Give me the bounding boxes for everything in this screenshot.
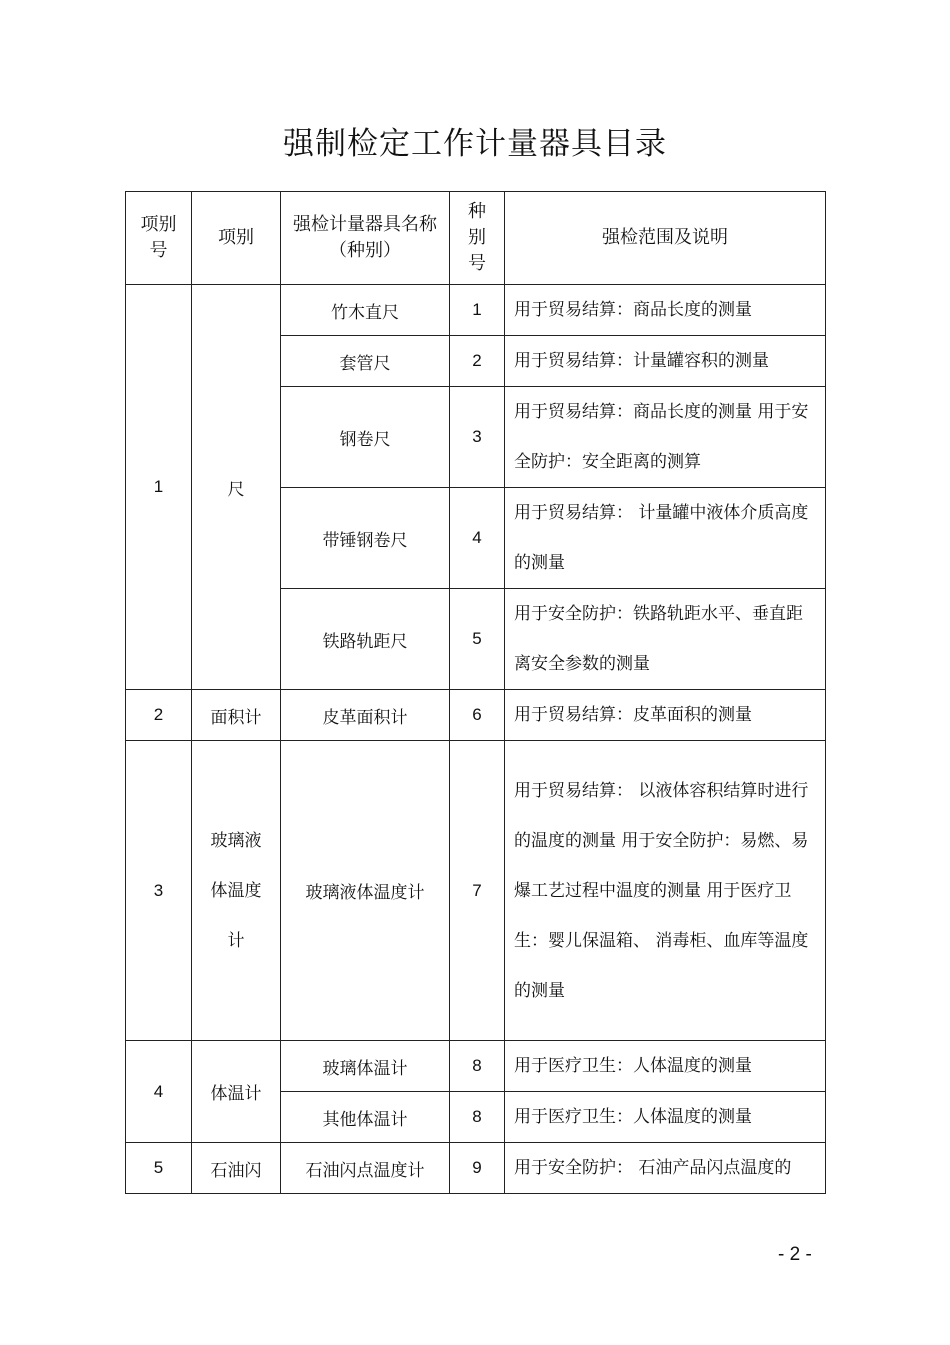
- instrument-name: 玻璃液体温度计: [281, 741, 450, 1041]
- table-row: [126, 690, 826, 741]
- page-number: - 2 -: [778, 1244, 812, 1265]
- table-row: [126, 285, 826, 336]
- header-item: 项别: [192, 192, 281, 285]
- table-row: [126, 1143, 826, 1194]
- instrument-name: 其他体温计: [281, 1092, 450, 1143]
- instrument-name: 竹木直尺: [281, 285, 450, 336]
- kind-number: 1: [450, 285, 505, 336]
- instrument-name: 皮革面积计: [281, 690, 450, 741]
- item-category: 面积计: [192, 690, 281, 741]
- scope-description: 用于贸易结算： 计量罐中液体介质高度的测量: [505, 488, 826, 589]
- kind-number: 7: [450, 741, 505, 1041]
- instrument-name: 玻璃体温计: [281, 1041, 450, 1092]
- instrument-name: 钢卷尺: [281, 387, 450, 488]
- scope-description: 用于贸易结算：商品长度的测量: [505, 285, 826, 336]
- item-number: 5: [126, 1143, 192, 1194]
- header-item-no: 项别号: [126, 192, 192, 285]
- header-scope: 强检范围及说明: [505, 192, 826, 285]
- item-number: 3: [126, 741, 192, 1041]
- kind-number: 8: [450, 1041, 505, 1092]
- document-title: 强制检定工作计量器具目录: [283, 126, 667, 162]
- table-row: [126, 741, 826, 1041]
- scope-description: 用于安全防护： 石油产品闪点温度的: [505, 1143, 826, 1194]
- item-number: 4: [126, 1041, 192, 1143]
- kind-number: 3: [450, 387, 505, 488]
- scope-description: 用于贸易结算：商品长度的测量 用于安全防护：安全距离的测算: [505, 387, 826, 488]
- table-row: [126, 1041, 826, 1092]
- kind-number: 8: [450, 1092, 505, 1143]
- scope-description: 用于贸易结算：计量罐容积的测量: [505, 336, 826, 387]
- item-category: 石油闪: [192, 1143, 281, 1194]
- instrument-catalog-table: [125, 191, 826, 1194]
- scope-description: 用于医疗卫生：人体温度的测量: [505, 1041, 826, 1092]
- instrument-name: 铁路轨距尺: [281, 589, 450, 690]
- header-instrument-name: 强检计量器具名称（种别）: [281, 192, 450, 285]
- item-number: 2: [126, 690, 192, 741]
- item-category: 玻璃液体温度计: [192, 741, 281, 1041]
- kind-number: 9: [450, 1143, 505, 1194]
- scope-description: 用于安全防护：铁路轨距水平、垂直距离安全参数的测量: [505, 589, 826, 690]
- kind-number: 2: [450, 336, 505, 387]
- scope-description: 用于医疗卫生：人体温度的测量: [505, 1092, 826, 1143]
- kind-number: 5: [450, 589, 505, 690]
- header-row: [126, 192, 826, 285]
- scope-description: 用于贸易结算： 以液体容积结算时进行的温度的测量 用于安全防护：易燃、易爆工艺过程中温度的测量 用于医疗卫生：婴儿保温箱、 消毒柜、血库等温度的测量: [505, 741, 826, 1041]
- instrument-name: 带锤钢卷尺: [281, 488, 450, 589]
- scope-description: 用于贸易结算：皮革面积的测量: [505, 690, 826, 741]
- item-category: 尺: [192, 285, 281, 690]
- instrument-name: 石油闪点温度计: [281, 1143, 450, 1194]
- item-number: 1: [126, 285, 192, 690]
- kind-number: 4: [450, 488, 505, 589]
- item-category: 体温计: [192, 1041, 281, 1143]
- kind-number: 6: [450, 690, 505, 741]
- header-kind-no: 种别号: [450, 192, 505, 285]
- instrument-name: 套管尺: [281, 336, 450, 387]
